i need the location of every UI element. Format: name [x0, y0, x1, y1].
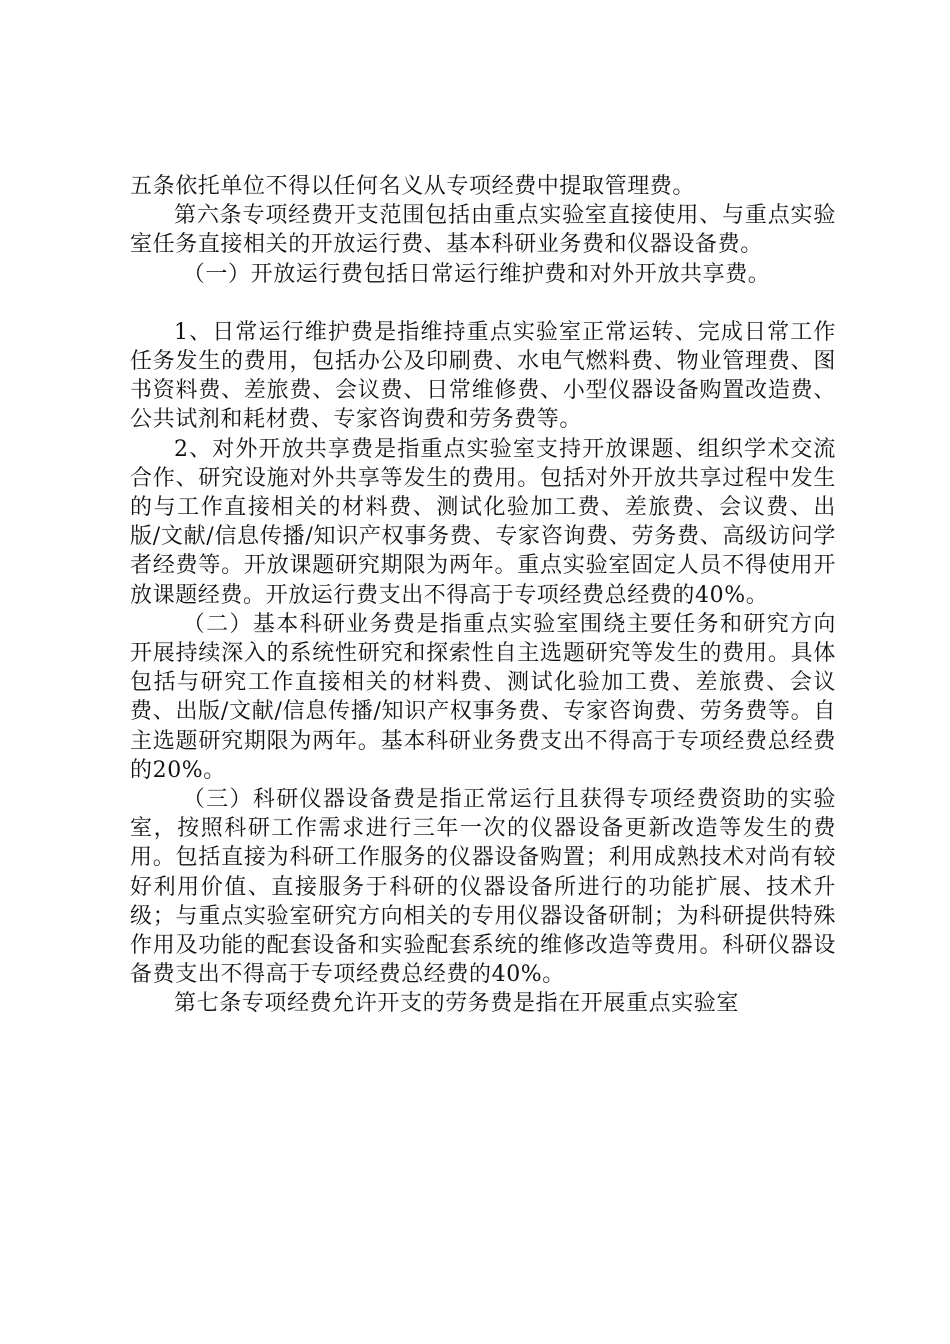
paragraph-article-5-end: 五条依托单位不得以任何名义从专项经费中提取管理费。	[130, 174, 696, 199]
paragraph-article-6: 第六条专项经费开支范围包括由重点实验室直接使用、与重点实验室任务直接相关的开放运行费、基本科研业务费和仪器设备费。	[130, 203, 836, 258]
document-page	[130, 172, 836, 1019]
paragraph-article-7-start: 第七条专项经费允许开支的劳务费是指在开展重点实验室	[174, 991, 740, 1017]
paragraph-item-2-open-sharing: 2、对外开放共享费是指重点实验室支持开放课题、组织学术交流合作、研究设施对外共享等发生的费用。包括对外开放共享过程中发生的与工作直接相关的材料费、测试化验加工费、差旅费、会议费、出版/文献/信息传播/知识产权事务费、专家咨询费、劳务费、高级访问学者经费等。开放课题研究期限为两年。重点实验室固定人员不得使用开放课题经费。开放运行费支出不得高于专项经费总经费的40%。	[130, 436, 836, 608]
paragraph-section-2-basic-research: （二）基本科研业务费是指重点实验室围绕主要任务和研究方向开展持续深入的系统性研究和探索性自主选题研究等发生的费用。具体包括与研究工作直接相关的材料费、测试化验加工费、差旅费、会议费、出版/文献/信息传播/知识产权事务费、专家咨询费、劳务费等。自主选题研究期限为两年。基本科研业务费支出不得高于专项经费总经费的20%。	[130, 611, 836, 783]
paragraph-item-1-daily-maintenance: 1、日常运行维护费是指维持重点实验室正常运转、完成日常工作任务发生的费用，包括办公及印刷费、水电气燃料费、物业管理费、图书资料费、差旅费、会议费、日常维修费、小型仪器设备购置改造费、公共试剂和耗材费、专家咨询费和劳务费等。	[130, 319, 836, 433]
paragraph-section-3-equipment: （三）科研仪器设备费是指正常运行且获得专项经费资助的实验室，按照科研工作需求进行三年一次的仪器设备更新改造等发生的费用。包括直接为科研工作服务的仪器设备购置；利用成熟技术对尚有较好利用价值、直接服务于科研的仪器设备所进行的功能扩展、技术升级；与重点实验室研究方向相关的专用仪器设备研制；为科研提供特殊作用及功能的配套设备和实验配套系统的维修改造等费用。科研仪器设备费支出不得高于专项经费总经费的40%。	[130, 787, 836, 988]
paragraph-section-1-open-operation: （一）开放运行费包括日常运行维护费和对外开放共享费。	[182, 261, 771, 287]
